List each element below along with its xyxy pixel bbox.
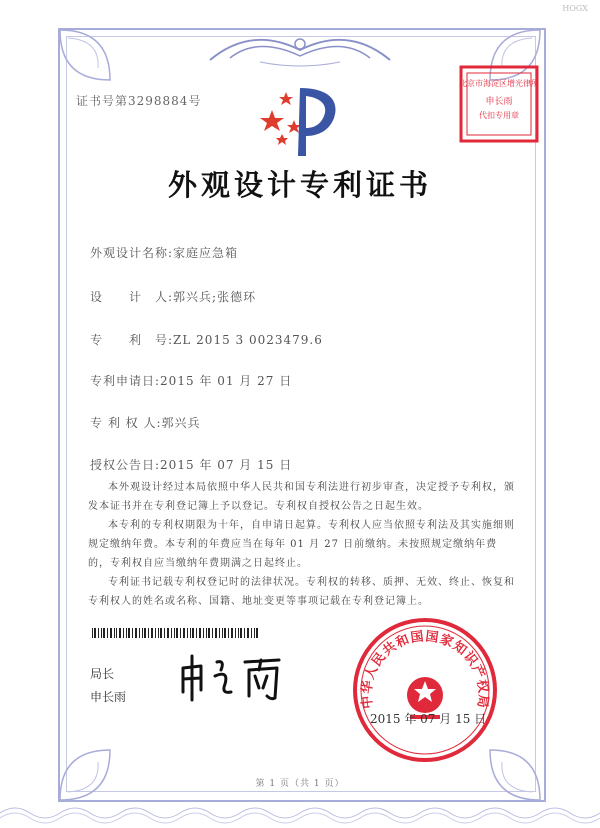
seal-round-text: 中华人民共和国国家知识产权局: [359, 629, 491, 710]
seal-center-line-1: 申长雨: [485, 97, 513, 107]
issue-date: 2015 年 07 月 15 日: [370, 712, 487, 726]
corner-ornament-bottom-left: [50, 690, 170, 810]
corner-code: HOGX: [562, 4, 588, 13]
barcode: [92, 628, 258, 638]
patent-office-emblem: [258, 70, 348, 160]
field-publication-date: [90, 456, 292, 473]
field-label: 外观设计名称:: [90, 246, 174, 260]
field-label: 设 计 人:: [90, 290, 174, 304]
field-value: 2015 年 07 月 15 日: [160, 458, 293, 472]
field-patentee: [90, 414, 201, 431]
field-value: 2015 年 01 月 27 日: [160, 374, 293, 388]
page-info: 第 1 页（共 1 页）: [255, 779, 345, 789]
field-label: 专利申请日:: [90, 374, 161, 388]
seal-ring-text: 北京市海淀区增光律所: [459, 79, 539, 88]
field-label: 授权公告日:: [90, 458, 161, 472]
certificate-number: 证书号第3298884号: [76, 94, 202, 108]
body-paragraph-1: 本外观设计经过本局依照中华人民共和国专利法进行初步审查，决定授予专利权，颁发本证书并在专利登记簿上予以登记。专利权自授权公告之日起生效。: [88, 482, 515, 512]
certificate-body: [88, 478, 516, 611]
office-seal: [350, 615, 500, 765]
field-value: 家庭应急箱: [173, 246, 239, 260]
director-name: 申长雨: [90, 690, 127, 704]
field-label: 专 利 号:: [90, 333, 174, 347]
top-ornament: [200, 30, 400, 70]
body-paragraph-3: 专利证书记载专利权登记时的法律状况。专利权的转移、质押、无效、终止、恢复和专利权人的姓名或名称、国籍、地址变更等事项记载在专利登记簿上。: [88, 577, 515, 607]
agency-seal: [458, 64, 540, 144]
corner-ornament-top-left: [50, 20, 170, 140]
body-paragraph-2: 本专利的专利权期限为十年，自申请日起算。专利权人应当依照专利法及其实施细则规定缴纳年费。本专利的年费应当在每年 01 月 27 日前缴纳。未按照规定缴纳年费的，专利权自应当缴纳年费期满之日起终止。: [88, 520, 515, 569]
director-signature: [175, 648, 295, 708]
seal-center-line-2: 代扣专用章: [479, 111, 519, 120]
director-title: 局长: [90, 667, 115, 681]
field-designer: [90, 288, 256, 305]
field-value: ZL 2015 3 0023479.6: [173, 333, 323, 347]
field-value: 郭兴兵;张德环: [173, 290, 257, 304]
bottom-guilloche-pattern: [0, 798, 600, 828]
field-application-date: [90, 372, 292, 389]
field-patent-number: [90, 331, 323, 348]
field-value: 郭兴兵: [161, 416, 201, 430]
field-design-name: [90, 244, 238, 261]
field-label: 专 利 权 人:: [90, 416, 162, 430]
certificate-title: 外观设计专利证书: [167, 168, 432, 202]
